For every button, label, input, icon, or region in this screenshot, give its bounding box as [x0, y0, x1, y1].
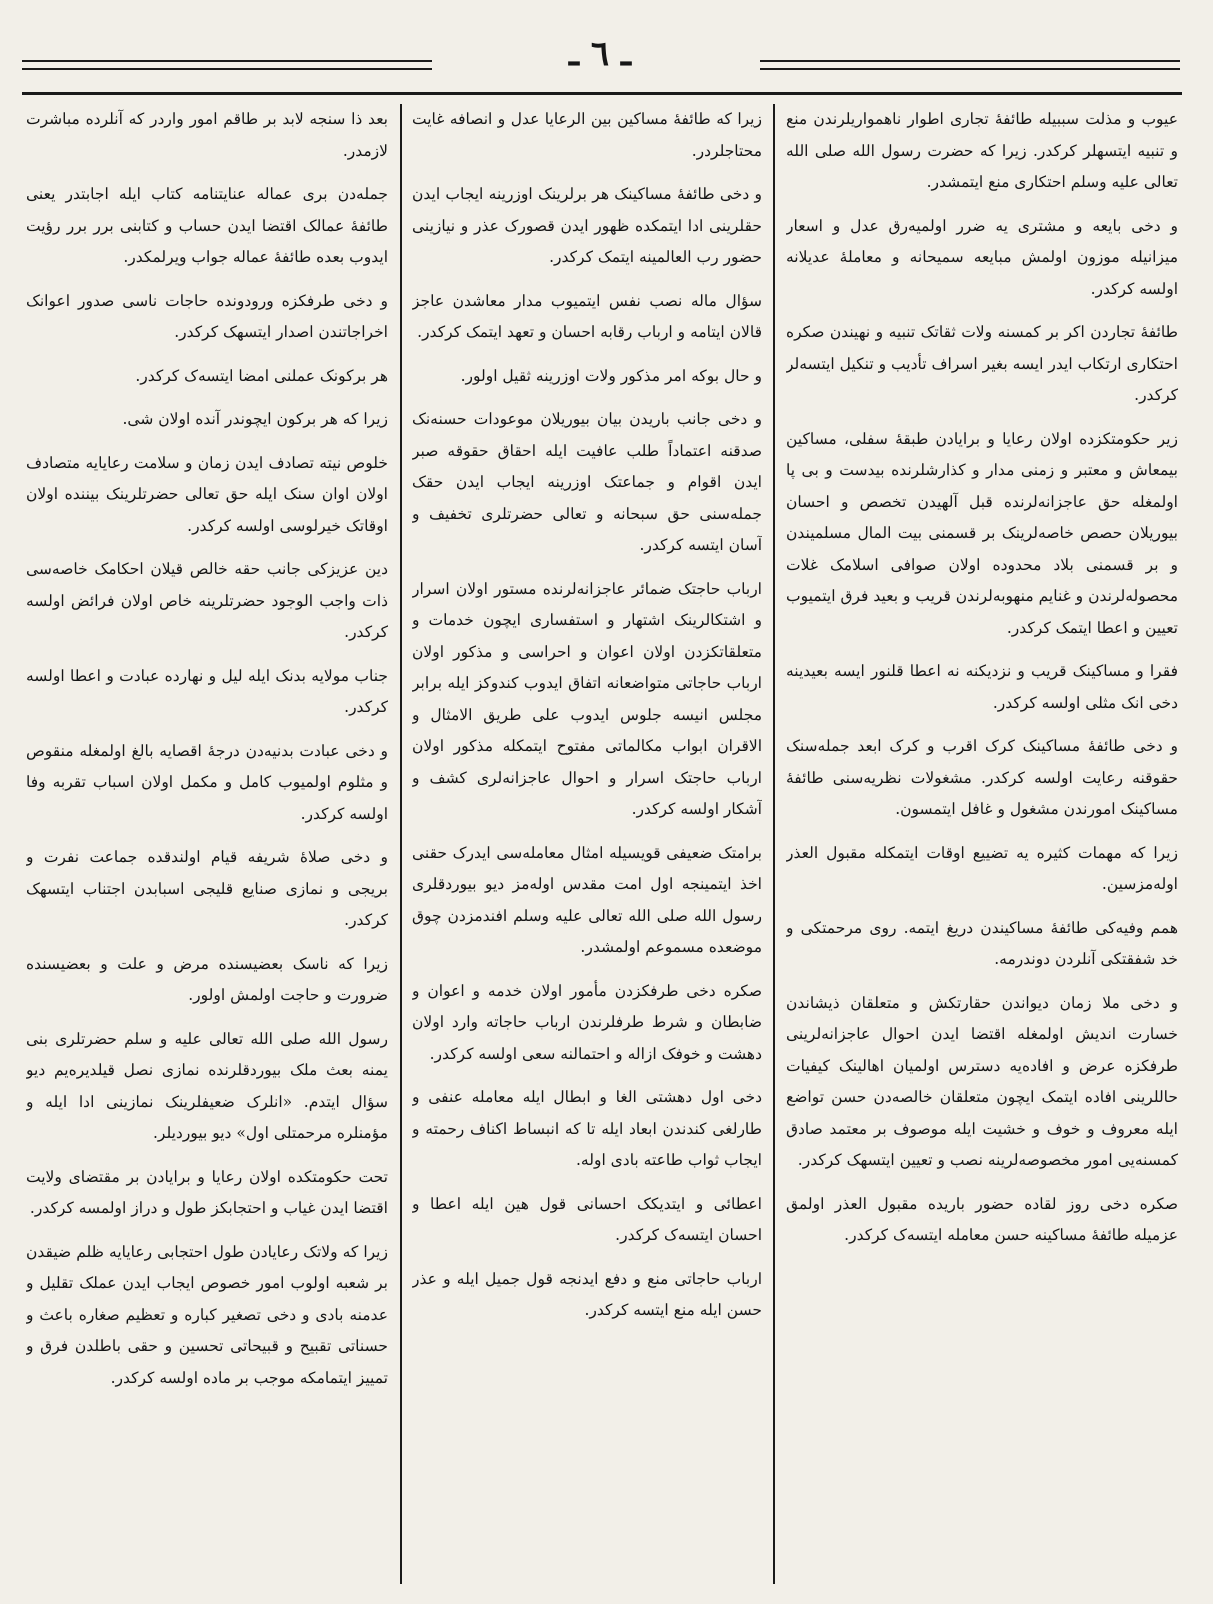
- column-divider-left: [400, 104, 402, 1584]
- column-divider-right: [773, 104, 775, 1584]
- column-left-paragraph: دین عزیزکی جانب حقه خالص قیلان احکامک خاصه‌سی ذات واجب الوجود حضرتلرینه خاص اولان فرائض اولسه کرکدر.: [26, 560, 388, 641]
- column-left-paragraph: و دخی صلاۀ شریفه قیام اولندقده جماعت نفرت و بریجی و نمازی صنایع قلیجی اسبابدن اجتناب ایتسهک کرکدر.: [26, 848, 388, 929]
- header-rule-right-lower: [760, 68, 1180, 70]
- column-right-paragraph: فقرا و مساکینک قریب و نزدیکنه نه اعطا قلنور ایسه بعیدینه دخی انک مثلی اولسه کرکدر.: [786, 662, 1178, 712]
- column-left-paragraph: جناب مولایه بدنک ایله لیل و نهارده عبادت و اعطا اولسه کرکدر.: [26, 666, 388, 716]
- column-middle-paragraph: و دخی طائفۀ مساکینک هر برلرینک اوزرینه ایجاب ایدن حقلرینی ادا ایتمکده ظهور ایدن قصورک عذر و نیازینی حضور رب العالمینه ایتمک کرکدر.: [412, 185, 762, 266]
- column-right-paragraph: و دخی طائفۀ مساکینک کرک اقرب و کرک ابعد جمله‌سنک حقوقنه رعایت اولسه کرکدر. مشغولات نظریه‌سنی طائفۀ مساکینک امورندن مشغول و غافل ایتمسون.: [786, 737, 1178, 818]
- column-middle-paragraph: دخی اول دهشتی الغا و ابطال ایله معامله عنفی و طارلغی کندندن ابعاد ایله تا که انبساط اکناف رحمته و ایجاب ثواب طاعته بادی اوله.: [412, 1088, 762, 1169]
- column-middle-paragraph: اعطائی و ایتدیکک احسانی قول هین ایله اعطا و احسان ایتسه‌ک کرکدر.: [412, 1194, 762, 1244]
- column-right-paragraph: و دخی ملا زمان دیواندن حقارتکش و متعلقان ذیشاندن خسارت اندیش اولمغله اقتضا ایدن احوال عاجزانه‌لرینی طرفکزه عرض و افاده‌یه دسترس اولمیان اهالینک کیفیات حاللرینی افاده ایتمک ایچون متعلقان خالصه‌دن حسن تواضع ایله معروف و خوف و خشیت ایله موصوف بر معتمد صادق کمسنه‌یی امور مخصوصه‌لرینه نصب و تعیین ایتسهک کرکدر.: [786, 993, 1178, 1169]
- column-middle-paragraph: و حال بوکه امر مذکور ولات اوزرینه ثقیل اولور.: [460, 366, 762, 385]
- column-right-paragraph: طائفۀ تجاردن اکر بر کمسنه ولات ثقاتک تنبیه و نهیندن صکره احتکاری ارتکاب ایدر ایسه بغیر اسراف تأدیب و تنکیل ایتسه‌لر کرکدر.: [786, 323, 1178, 404]
- column-right-paragraph: همم وفیه‌کی طائفۀ مساکیندن دریغ ایتمه. روی مرحمتکی و خد شفقتکی آنلردن دوندرمه.: [786, 918, 1178, 968]
- column-right-paragraph: و دخی بایعه و مشتری یه ضرر اولمیه‌رق عدل و اسعار میزانیله موزون اولمش مبایعه سمیحانه و معاملۀ عدیلانه اولسه کرکدر.: [786, 216, 1178, 298]
- column-middle-paragraph: صکره دخی طرفکزدن مأمور اولان خدمه و اعوان و ضابطان و شرط طرفلرندن ارباب حاجاته وارد اولان دهشت و خوفک ازاله و احتمالنه سعی اولسه کرکدر.: [412, 981, 762, 1063]
- column-middle: [412, 104, 762, 1584]
- column-left-paragraph: جمله‌دن بری عماله عنایتنامه کتاب ایله اجابتدر یعنی طائفۀ عمالک اقتضا ایدن حساب و کتابنی برر برر رؤیت ایدوب بعده طائفۀ عماله جواب ویرلمکدر.: [26, 185, 388, 266]
- column-left: [26, 104, 388, 1584]
- column-right: [786, 104, 1178, 1584]
- page-number: ـ ٦ ـ: [569, 34, 631, 74]
- header-rule-right: [760, 60, 1180, 62]
- column-right-paragraph: زیر حکومتکزده اولان رعایا و برایادن طبقۀ سفلی، مساکین بیمعاش و معتبر و زمنی مدار و کذارشلرنده بیدست و بی پا اولمغله حق عاجزانه‌لرنده قبل آلهیدن تخصص و احسان بیوریلان حصص خاصه‌لرینک بر قسمنی بیت المال مسلمیندن و بر قسمنی بلاد محدوده اولان صوافی اسلامک غلات محصوله‌لرندن و غنایم منهوبه‌لرندن قریب و بعید فرق ایتمیوب تعیین و اعطا ایتمک کرکدر.: [786, 429, 1178, 637]
- column-left-paragraph: خلوص نیته تصادف ایدن زمان و سلامت رعایایه متصادف اولان اوان سنک ایله حق تعالی حضرتلرینک بیننده اولان اوقاتک خیرلوسی اولسه کرکدر.: [26, 453, 388, 535]
- column-left-paragraph: و دخی طرفکزه ورودونده حاجات ناسی صدور اعوانک اخراجاتندن اصدار ایتسهک کرکدر.: [26, 291, 388, 341]
- column-middle-paragraph: ارباب حاجاتی منع و دفع ایدنجه قول جمیل ایله و عذر حسن ایله منع ایتسه کرکدر.: [412, 1269, 762, 1319]
- column-right-paragraph: عیوب و مذلت سببیله طائفۀ تجاری اطوار ناهمواریلرندن منع و تنبیه ایتسهلر کرکدر. زیرا که حضرت رسول الله صلی الله تعالی علیه وسلم احتکاری منع ایتمشدر.: [786, 110, 1178, 191]
- column-middle-paragraph: زیرا که طائفۀ مساکین بین الرعایا عدل و انصافه غایت محتاجلردر.: [412, 110, 762, 160]
- column-right-paragraph: صکره دخی روز لقاده حضور باریده مقبول العذر اولمق عزمیله طائفۀ مساکینه حسن معامله ایتسه‌ک کرکدر.: [786, 1194, 1178, 1244]
- column-middle-paragraph: برامتک ضعیفی قویسیله امثال معامله‌سی ایدرک حقنی اخذ ایتمینجه اول امت مقدس اوله‌مز دیو بیوردقلری رسول الله صلی الله تعالی علیه وسلم افندمزدن چوق موضعده مسموعم اولمشدر.: [412, 843, 762, 956]
- column-left-paragraph: زیرا که ولاتک رعایادن طول احتجابی رعایایه ظلم ضیقدن بر شعبه اولوب امور خصوص ایجاب ایدن عملک تقلیل و عدمنه بادی و دخی تصغیر کباره و تعظیم صغاره باعث و حسناتی تقبیح و قبیحاتی تحسین و حقی باطلدن فرق و تمییز ایتمامکه موجب بر ماده اولسه کرکدر.: [26, 1242, 388, 1387]
- column-left-paragraph: و دخی عبادت بدنیه‌دن درجۀ اقصایه بالغ اولمغله منقوص و مثلوم اولمیوب کامل و مکمل اولان اسباب تقربه وفا اولسه کرکدر.: [26, 741, 388, 823]
- column-left-paragraph: تحت حکومتکده اولان رعایا و برایادن بر مقتضای ولایت اقتضا ایدن غیاب و احتجابکز طول و دراز اولمسه کرکدر.: [26, 1167, 388, 1217]
- column-left-paragraph: بعد ذا سنجه لابد بر طاقم امور واردر که آنلرده مباشرت لازمدر.: [26, 110, 388, 160]
- column-left-paragraph: زیرا که هر برکون ایچوندر آنده اولان شی.: [122, 410, 388, 428]
- column-middle-paragraph: و دخی جانب باریدن بیان بیوریلان موعودات حسنه‌نک صدقنه اعتماداً طلب عافیت ایله احقاق حقوقه صبر ایدن اقوام و جماعتک اوزرینه ایجاب ایدن حقک جمله‌سنی حق سبحانه و تعالی حضرتلری تخفیف و آسان ایتسه کرکدر.: [412, 410, 762, 554]
- column-left-paragraph: زیرا که ناسک بعضیسنده مرض و علت و بعضیسنده ضرورت و حاجت اولمش اولور.: [26, 954, 388, 1004]
- header-rule-left-lower: [22, 68, 432, 70]
- header-rule-full: [22, 92, 1182, 95]
- column-left-paragraph: رسول الله صلی الله تعالی علیه و سلم حضرتلری بنی یمنه بعث ملک بیوردقلرنده نمازی نصل قیلدیره‌یم دیو سؤال ایتدم. «انلرک ضعیفلرینک نمازینی ادا ایله و مؤمنلره مرحمتلی اول» دیو بیوردیلر.: [26, 1029, 388, 1142]
- column-middle-paragraph: سؤال ماله نصب نفس ایتمیوب مدار معاشدن عاجز قالان ایتامه و ارباب رقابه احسان و تعهد ایتمک کرکدر.: [412, 291, 762, 341]
- column-middle-paragraph: ارباب حاجتک ضمائر عاجزانه‌لرنده مستور اولان اسرار و اشتکالرینک اشتهار و استفساری ایچون خدمات و متعلقاتکزدن اولان اعوان و احراسی و مذکور اولان ارباب حاجاتی متواضعانه اتفاق ایدوب کندوکز ایله برابر مجلس انیسه جلوس ایدوب علی طریق الامثال و الاقران ابواب مکالماتی مفتوح ایتمکله مذکور اولان ارباب حاجتک اسرار و احوال عاجزانه‌لری کشف و آشکار اولسه کرکدر.: [412, 579, 762, 818]
- column-left-paragraph: هر برکونک عملنی امضا ایتسه‌ک کرکدر.: [135, 366, 388, 385]
- header-rule-left: [22, 60, 432, 62]
- column-right-paragraph: زیرا که مهمات کثیره‌ یه تضییع اوقات ایتمکله مقبول العذر اوله‌مزسین.: [786, 843, 1178, 893]
